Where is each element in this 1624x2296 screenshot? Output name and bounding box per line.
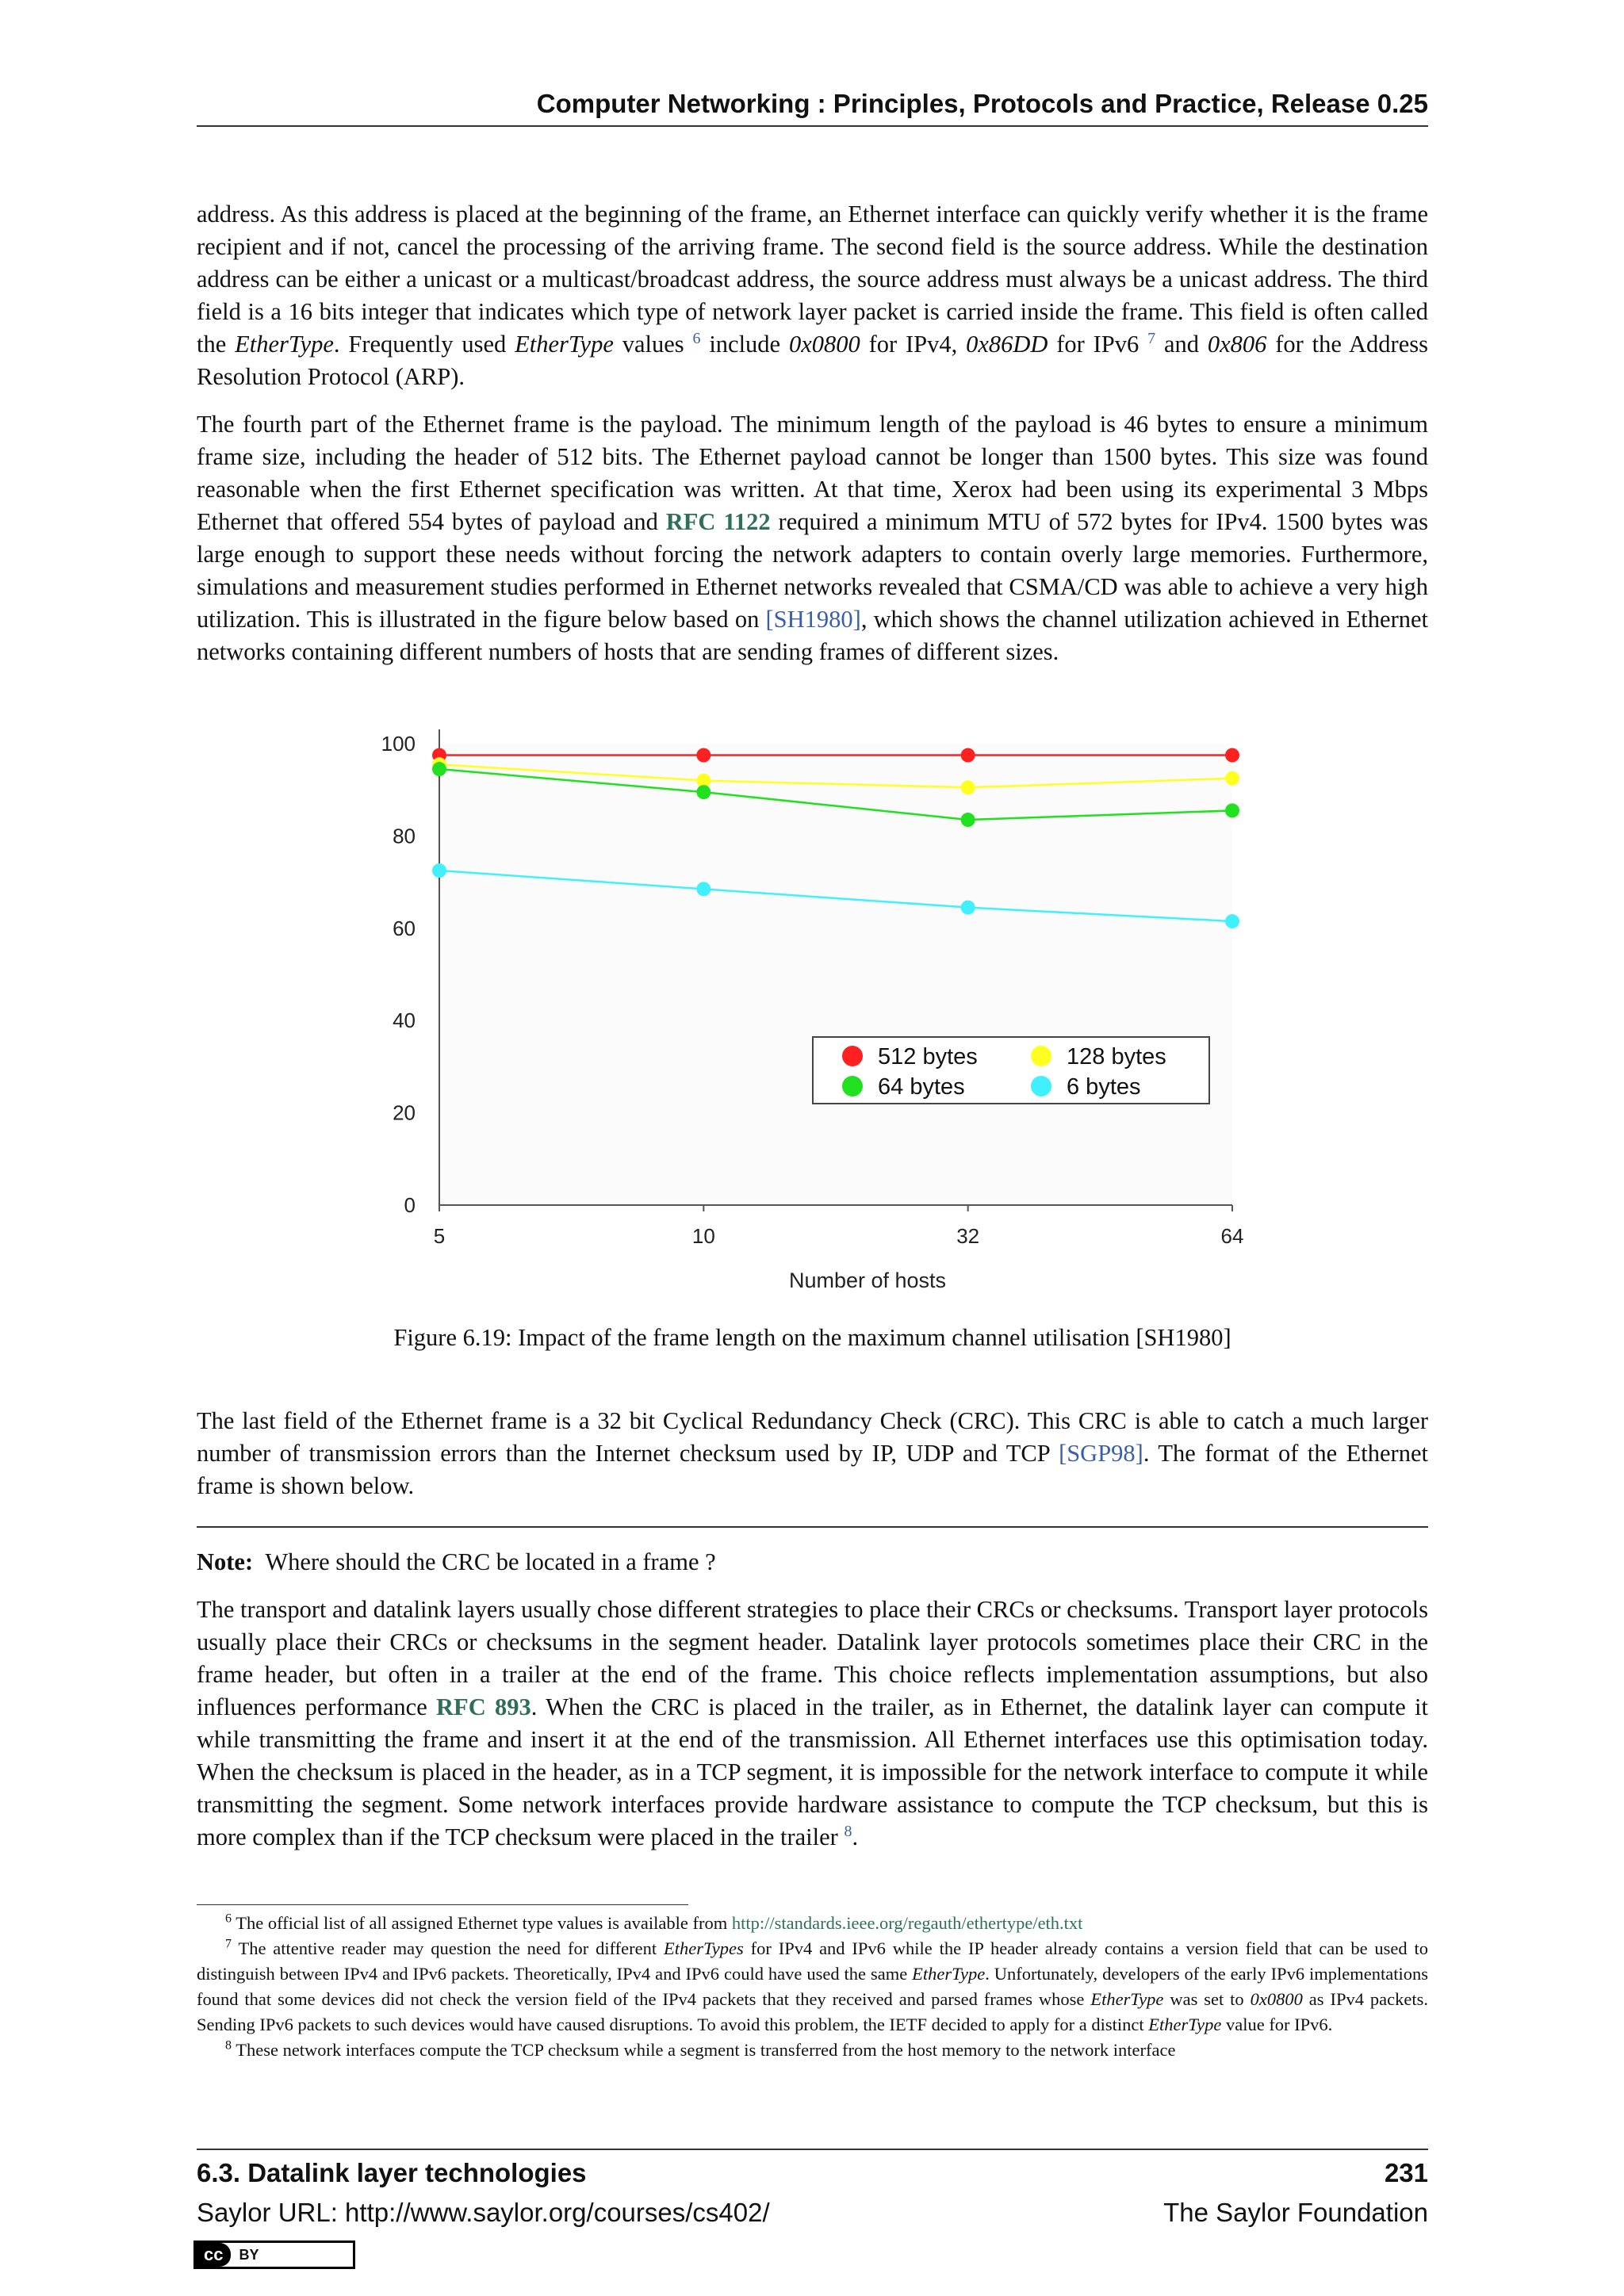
data-point-3-2	[961, 901, 975, 915]
note-top-rule	[197, 1526, 1428, 1528]
body-section-crc	[197, 1405, 1428, 1517]
legend-label-2: 64 bytes	[878, 1074, 965, 1100]
paragraph-crc: The last field of the Ethernet frame is a 32 bit Cyclical Redundancy Check (CRC). This CRC is able to catch a much larger number of transmission errors than the Internet checksum used by IP, UDP and TCP [SGP98]. The format of the Ethernet frame is shown below.	[197, 1407, 1428, 1499]
running-header: Computer Networking : Principles, Protocols and Practice, Release 0.25	[197, 89, 1428, 127]
cc-icon: cc	[196, 2243, 231, 2267]
ethertype-list-url[interactable]: http://standards.ieee.org/regauth/ethertype/eth.txt	[731, 1913, 1083, 1933]
legend-label-3: 6 bytes	[1067, 1074, 1141, 1100]
utilisation-chart	[349, 720, 1269, 1307]
data-point-3-0	[432, 863, 446, 878]
footnote-ref-7[interactable]: 7	[1147, 329, 1156, 347]
legend-marker-2	[842, 1076, 863, 1096]
citation-sh1980-link[interactable]: [SH1980]	[765, 606, 861, 633]
paragraph-payload: The fourth part of the Ethernet frame is the payload. The minimum length of the payload is 46 bytes to ensure a minimum frame size, including the header of 512 bits. The Ethernet payload cannot be longer than 1500 bytes. This size was found reasonable when the first Ethernet specification was written. At that time, Xerox had been using its experimental 3 Mbps Ethernet that offered 554 bytes of payload and RFC 1122 required a minimum MTU of 572 bytes for IPv4. 1500 bytes was large enough to support these needs without forcing the network adapters to contain overly large memories. Furthermore, simulations and measurement studies performed in Ethernet networks revealed that CSMA/CD was able to achieve a very high utilization. This is illustrated in the figure below based on [SH1980], which shows the channel utilization achieved in Ethernet networks containing different numbers of hosts that are sending frames of different sizes.	[197, 411, 1428, 665]
footnote-6: $^6$ The official list of all assigned Ethernet type values is available from http://standards.ieee.org/regauth/ethertype/eth.txt	[225, 1911, 1083, 1933]
y-tick-label: 40	[393, 1008, 416, 1033]
y-tick-label: 20	[393, 1100, 416, 1125]
footer-rule	[197, 2149, 1428, 2150]
footnote-7: $^7$ The attentive reader may question the need for different EtherTypes for IPv4 and IPv6 while the IP header already contains a version field that can be used to distinguish between IPv4 and IPv6 packets. Theoretically, IPv4 and IPv6 could have used the same EtherType. Unfortunately, developers of the early IPv6 implementations found that some devices did not check the version field of the IPv4 packets that they received and parsed frames whose EtherType was set to 0x0800 as IPv4 packets. Sending IPv6 packets to such devices would have caused disruptions. To avoid this problem, the IETF decided to apply for a distinct EtherType value for IPv6.	[197, 1937, 1428, 2034]
data-point-1-2	[961, 780, 975, 794]
rfc-893-link[interactable]: RFC 893	[436, 1693, 531, 1720]
paragraph-ethertype: address. As this address is placed at the beginning of the frame, an Ethernet interface can quickly verify whether it is the frame recipient and if not, cancel the processing of the arriving frame. The second field is the source address. While the destination address can be either a unicast or a multicast/broadcast address, the source address must always be a unicast address. The third field is a 16 bits integer that indicates which type of network layer packet is carried inside the frame. This field is often called the EtherType. Frequently used EtherType values $^6$ include 0x0800 for IPv4, 0x86DD for IPv6 $^7$ and 0x806 for the Address Resolution Protocol (ARP).	[197, 201, 1428, 390]
note-body: The transport and datalink layers usually chose different strategies to place their CRCs or checksums. Transport layer protocols usually place their CRCs or checksums in the segment header. Datalink layer protocols sometimes place their CRC in the frame header, but often in a trailer at the end of the frame. This choice reflects implementation assumptions, but also influences performance RFC 893. When the CRC is placed in the trailer, as in Ethernet, the datalink layer can compute it while transmitting the frame and insert it at the end of the transmission. All Ethernet interfaces use this optimisation today. When the checksum is placed in the header, as in a TCP segment, it is impossible for the network interface to compute it while transmitting the segment. Some network interfaces provide hardware assistance to compute the TCP checksum, but this is more complex than if the TCP checksum were placed in the trailer $^8$.	[197, 1596, 1428, 1850]
data-point-0-2	[961, 748, 975, 763]
by-icon: BY	[239, 2246, 259, 2263]
data-point-0-3	[1225, 748, 1239, 763]
footer-saylor-row	[197, 2198, 1428, 2228]
x-tick-label: 64	[1220, 1224, 1244, 1248]
legend-marker-1	[1031, 1046, 1051, 1066]
plot-area	[439, 744, 1232, 1205]
footnote-8: $^8$ These network interfaces compute the TCP checksum while a segment is transferred from the host memory to the network interface	[225, 2038, 1176, 2060]
page-number: 231	[1384, 2158, 1428, 2187]
citation-sgp98-link[interactable]: [SGP98]	[1059, 1440, 1143, 1467]
y-tick-label: 100	[381, 732, 416, 756]
figure-caption: Figure 6.19: Impact of the frame length on the maximum channel utilisation [SH1980]	[393, 1324, 1231, 1351]
y-tick-label: 60	[393, 916, 416, 940]
footer-section-title: 6.3. Datalink layer technologies	[197, 2158, 587, 2187]
x-tick-label: 32	[956, 1224, 980, 1248]
y-tick-label: 0	[404, 1193, 416, 1217]
footnotes	[197, 1911, 1428, 2063]
data-point-1-3	[1225, 771, 1239, 786]
x-tick-label: 10	[691, 1224, 715, 1248]
footer-section-row	[197, 2158, 1428, 2188]
footnote-ref-8[interactable]: 8	[844, 1822, 852, 1840]
footnote-rule	[197, 1904, 688, 1905]
legend-marker-0	[842, 1046, 863, 1066]
data-point-2-0	[432, 762, 446, 776]
note-box	[197, 1546, 1428, 1869]
footnote-ref-6[interactable]: 6	[692, 329, 701, 347]
x-tick-label: 5	[433, 1224, 446, 1248]
note-heading: Note: Where should the CRC be located in a frame ?	[197, 1548, 716, 1575]
x-axis-label: Number of hosts	[788, 1269, 947, 1292]
data-point-2-3	[1225, 803, 1239, 817]
data-point-0-1	[696, 748, 710, 763]
data-point-2-2	[961, 813, 975, 827]
legend-marker-3	[1031, 1076, 1051, 1096]
data-point-3-3	[1225, 914, 1239, 928]
body-section-top	[197, 198, 1428, 683]
cc-license-badge[interactable]	[193, 2241, 355, 2269]
y-tick-label: 80	[393, 824, 416, 848]
saylor-url[interactable]: Saylor URL: http://www.saylor.org/courses/cs402/	[197, 2198, 770, 2227]
rfc-1122-link[interactable]: RFC 1122	[665, 508, 771, 535]
saylor-foundation: The Saylor Foundation	[1163, 2198, 1428, 2227]
legend-label-0: 512 bytes	[878, 1044, 978, 1070]
legend-label-1: 128 bytes	[1067, 1044, 1166, 1070]
data-point-3-1	[696, 882, 710, 896]
data-point-2-1	[696, 785, 710, 799]
chart-svg	[349, 720, 1269, 1307]
